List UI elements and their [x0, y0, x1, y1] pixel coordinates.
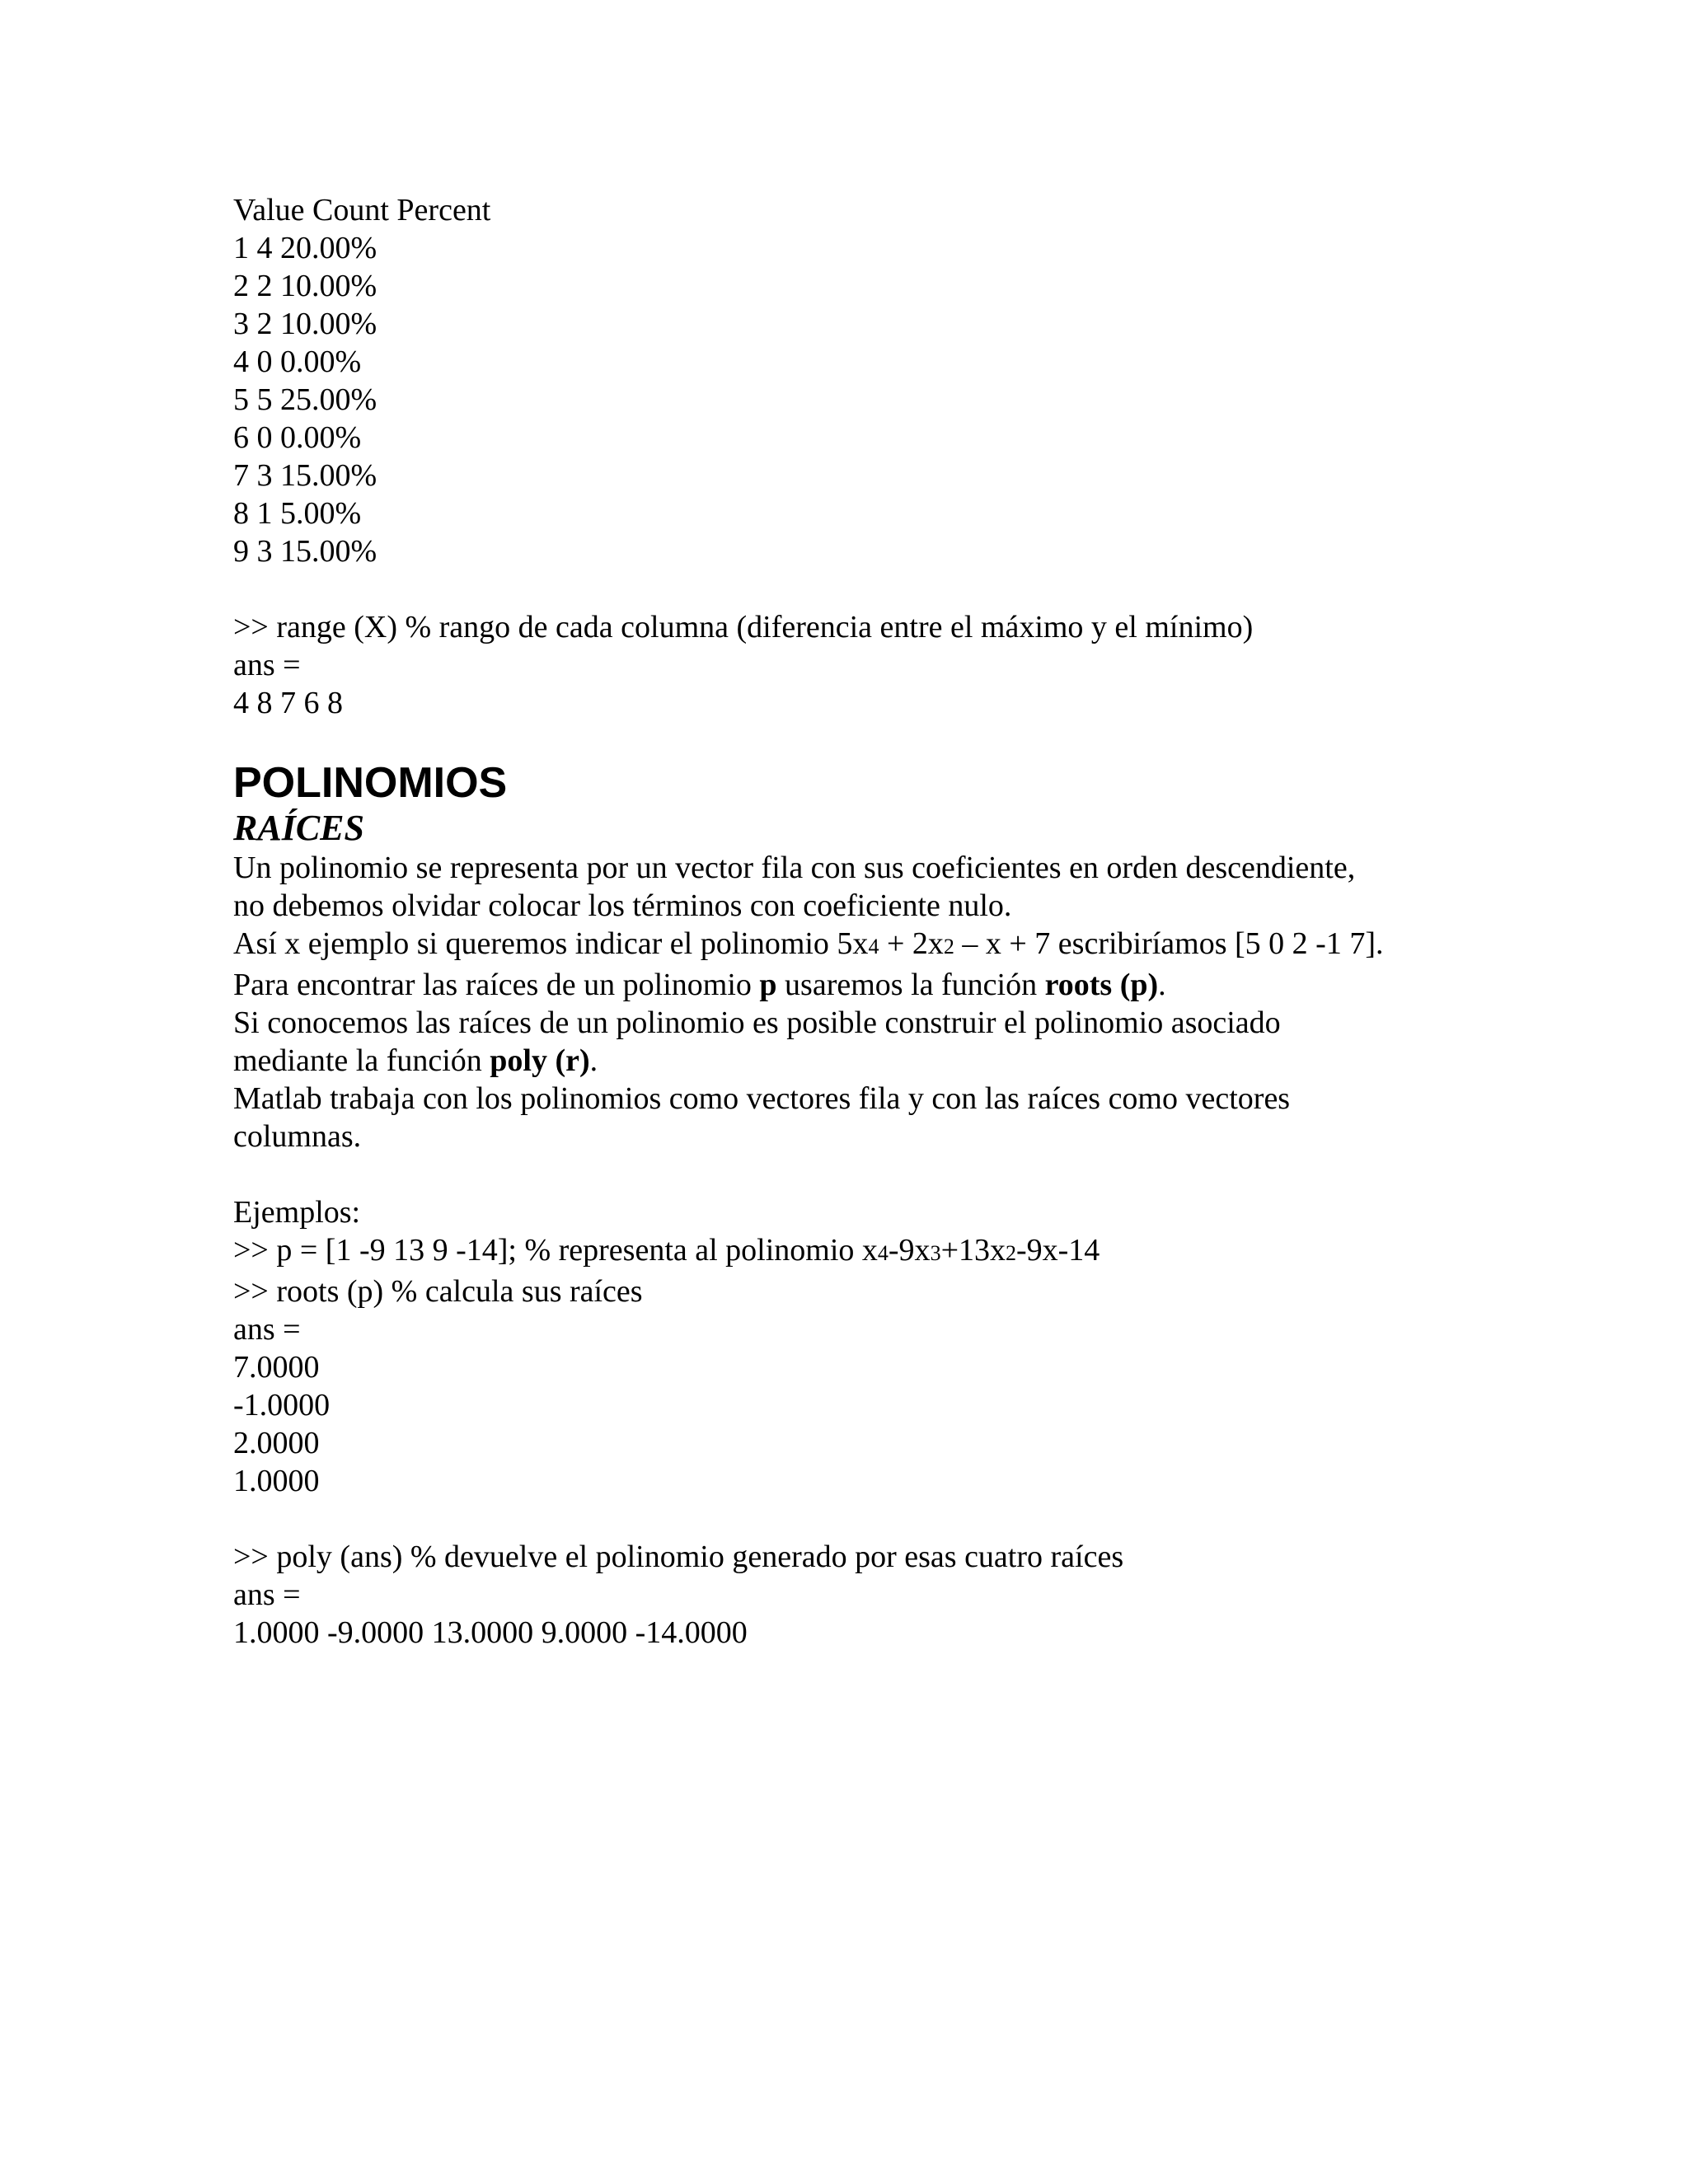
paragraph-line: Un polinomio se representa por un vector fila con sus coeficientes en orden descendiente,	[233, 851, 1356, 885]
table-header: Value Count Percent	[233, 193, 491, 227]
text-fragment: + 2x	[879, 926, 944, 961]
table-row: 9 3 15.00%	[233, 534, 377, 569]
text-fragment: usaremos la función	[776, 968, 1045, 1002]
exponent: 4	[877, 1241, 889, 1265]
frequency-table	[233, 191, 1470, 570]
section-subtitle: RAÍCES	[233, 808, 364, 848]
command-line: >> poly (ans) % devuelve el polinomio generado por esas cuatro raíces	[233, 1540, 1124, 1574]
text-fragment: mediante la función	[233, 1043, 490, 1078]
table-row: 6 0 0.00%	[233, 420, 362, 455]
text-fragment: -9x-14	[1016, 1233, 1100, 1268]
spacer	[233, 722, 1470, 758]
table-row: 5 5 25.00%	[233, 382, 377, 417]
text-fragment: – x + 7 escribiríamos [5 0 2 -1 7].	[954, 926, 1384, 961]
table-row: 4 0 0.00%	[233, 344, 362, 379]
bold-term: roots (p)	[1044, 968, 1159, 1002]
range-result: 4 8 7 6 8	[233, 686, 343, 720]
paragraph-line	[233, 925, 1470, 966]
table-row: 3 2 10.00%	[233, 307, 377, 341]
spacer	[233, 1155, 1470, 1193]
text-fragment: Para encontrar las raíces de un polinomio	[233, 968, 760, 1002]
exponent: 2	[943, 935, 954, 958]
body-text	[233, 849, 1470, 1155]
table-row: 2 2 10.00%	[233, 269, 377, 303]
root-value: -1.0000	[233, 1388, 331, 1422]
ans-label: ans =	[233, 648, 301, 682]
paragraph-line: Matlab trabaja con los polinomios como vectores fila y con las raíces como vectores	[233, 1081, 1291, 1116]
exponent: 4	[868, 935, 879, 958]
text-fragment: Así x ejemplo si queremos indicar el polinomio 5x	[233, 926, 869, 961]
ans-label: ans =	[233, 1312, 301, 1347]
table-row: 7 3 15.00%	[233, 458, 377, 493]
poly-result: 1.0000 -9.0000 13.0000 9.0000 -14.0000	[233, 1615, 748, 1650]
paragraph-line: Si conocemos las raíces de un polinomio es posible construir el polinomio asociado	[233, 1005, 1281, 1040]
command-line: >> roots (p) % calcula sus raíces	[233, 1274, 643, 1309]
range-command: >> range (X) % rango de cada columna (diferencia entre el máximo y el mínimo)	[233, 610, 1254, 644]
table-row: 1 4 20.00%	[233, 231, 377, 265]
root-value: 2.0000	[233, 1426, 320, 1460]
examples-block	[233, 1193, 1470, 1652]
exponent: 2	[1006, 1241, 1016, 1265]
paragraph-line	[233, 966, 1470, 1004]
table-row: 8 1 5.00%	[233, 496, 362, 531]
examples-label: Ejemplos:	[233, 1195, 361, 1230]
ans-label: ans =	[233, 1577, 301, 1612]
text-fragment: >> p = [1 -9 13 9 -14]; % representa al polinomio x	[233, 1233, 878, 1268]
bold-term: p	[759, 968, 777, 1002]
paragraph-line: columnas.	[233, 1119, 362, 1154]
bold-term: poly (r)	[490, 1043, 590, 1078]
root-value: 7.0000	[233, 1350, 320, 1385]
command-line	[233, 1231, 1470, 1272]
text-fragment: -9x	[888, 1233, 931, 1268]
spacer	[233, 570, 1470, 608]
root-value: 1.0000	[233, 1464, 320, 1498]
text-fragment: .	[589, 1043, 598, 1078]
paragraph-line	[233, 1042, 1470, 1080]
text-fragment: +13x	[940, 1233, 1006, 1268]
text-fragment: .	[1158, 968, 1166, 1002]
exponent: 3	[930, 1241, 941, 1265]
spacer	[233, 1500, 1470, 1538]
paragraph-line: no debemos olvidar colocar los términos con coeficiente nulo.	[233, 888, 1012, 923]
document-page	[233, 191, 1470, 1652]
section-title: POLINOMIOS	[233, 759, 508, 807]
range-block	[233, 608, 1470, 722]
